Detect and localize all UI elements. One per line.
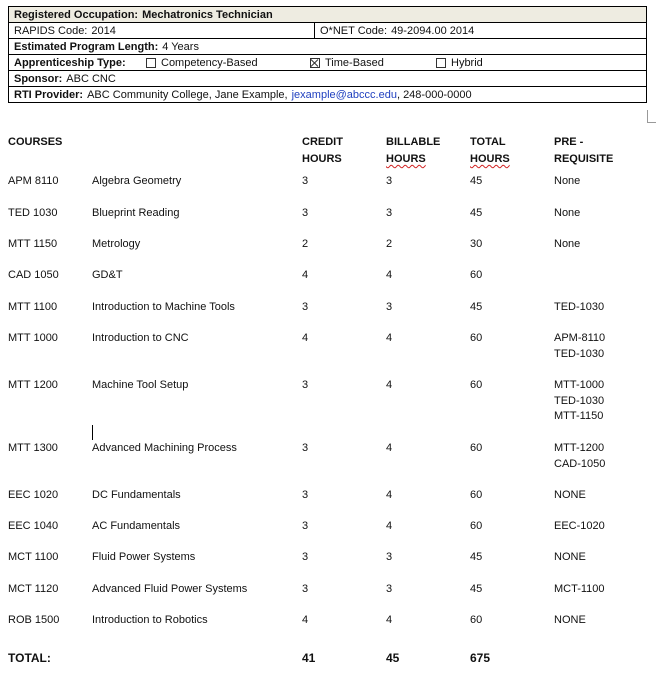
billable-line-1: BILLABLE (386, 136, 441, 148)
prerequisite: None (554, 238, 581, 250)
course-code: CAD 1050 (8, 269, 59, 281)
prerequisite: TED-1030 (554, 301, 605, 313)
course-code: MTT 1200 (8, 379, 58, 391)
page-corner-mark (647, 110, 656, 123)
prerequisite: MTT-1200 (554, 442, 605, 454)
prerequisite: APM-8110 (554, 332, 606, 344)
col-header-courses: COURSES (8, 136, 63, 148)
course-name: Introduction to Robotics (92, 614, 208, 626)
prerequisite: MCT-1100 (554, 583, 605, 595)
prerequisite: MTT-1150 (554, 410, 604, 422)
course-code: TED 1030 (8, 207, 58, 219)
billable-hours: 3 (386, 175, 393, 187)
total-hours: 45 (470, 207, 483, 219)
rti-row (9, 87, 646, 103)
type-label: Apprenticeship Type: (14, 56, 126, 69)
length-value: 4 Years (162, 40, 199, 53)
course-name: Blueprint Reading (92, 207, 180, 219)
course-code: MCT 1100 (8, 551, 59, 563)
prerequisite: NONE (554, 489, 586, 501)
course-code: MCT 1120 (8, 583, 59, 595)
time-label: Time-Based (325, 56, 384, 69)
billable-hours: 4 (386, 332, 393, 344)
codes-row (9, 23, 646, 39)
credit-hours: 3 (302, 583, 309, 595)
rapids-label: RAPIDS Code: (14, 24, 88, 37)
onet-value: 49-2094.00 2014 (391, 24, 475, 37)
course-name: Metrology (92, 238, 141, 250)
total-line-1: TOTAL (470, 136, 506, 148)
sponsor-row (9, 71, 646, 87)
length-label: Estimated Program Length: (14, 40, 159, 53)
prerequisite: EEC-1020 (554, 520, 605, 532)
program-header (8, 6, 647, 103)
billable-hours: 4 (386, 379, 393, 391)
billable-hours: 4 (386, 489, 393, 501)
course-code: MTT 1000 (8, 332, 58, 344)
course-code: MTT 1150 (8, 238, 58, 250)
course-name: Fluid Power Systems (92, 551, 196, 563)
total-hours: 60 (470, 379, 483, 391)
credit-hours: 3 (302, 207, 309, 219)
total-hours: 45 (470, 583, 483, 595)
credit-hours: 3 (302, 489, 309, 501)
col-header-credit (302, 134, 343, 168)
course-code: ROB 1500 (8, 614, 60, 626)
type-option-competency[interactable] (146, 57, 258, 69)
total-hours: 60 (470, 614, 483, 626)
prerequisite: None (554, 207, 581, 219)
text-cursor (92, 425, 93, 440)
prerequisite: CAD-1050 (554, 457, 606, 470)
total-hours: 45 (470, 301, 483, 313)
checkbox-icon[interactable] (436, 58, 446, 68)
billable-hours: 4 (386, 269, 393, 281)
credit-hours: 2 (302, 238, 309, 250)
competency-label: Competency-Based (161, 56, 258, 69)
billable-hours: 2 (386, 238, 393, 250)
rti-value: ABC Community College, Jane Example, (87, 88, 288, 101)
course-name: Advanced Fluid Power Systems (92, 583, 248, 595)
rti-label: RTI Provider: (14, 88, 84, 101)
total-hours: 30 (470, 238, 483, 250)
prereq-line-1: PRE - (554, 136, 584, 148)
credit-hours: 3 (302, 442, 309, 454)
credit-hours: 3 (302, 551, 309, 563)
credit-hours: 4 (302, 614, 309, 626)
billable-hours: 3 (386, 207, 393, 219)
course-name: GD&T (92, 269, 123, 281)
credit-line-1: CREDIT (302, 136, 343, 148)
billable-line-2: HOURS (386, 153, 426, 165)
billable-hours: 3 (386, 301, 393, 313)
billable-hours: 3 (386, 551, 393, 563)
course-code: APM 8110 (8, 175, 59, 187)
hybrid-label: Hybrid (451, 56, 483, 69)
course-code: EEC 1020 (8, 489, 59, 501)
type-option-hybrid[interactable] (436, 57, 483, 69)
course-name: AC Fundamentals (92, 520, 181, 532)
credit-hours: 3 (302, 520, 309, 532)
prerequisite: TED-1030 (554, 394, 605, 407)
course-name: Introduction to Machine Tools (92, 301, 235, 313)
checkbox-icon[interactable] (146, 58, 156, 68)
col-header-prerequisite (554, 134, 613, 168)
occupation-row (9, 7, 646, 23)
total-hours: 60 (470, 489, 483, 501)
total-hours: 45 (470, 175, 483, 187)
credit-hours: 4 (302, 332, 309, 344)
length-row (9, 39, 646, 55)
type-option-time[interactable] (310, 57, 384, 69)
total-hours: 45 (470, 551, 483, 563)
sponsor-value: ABC CNC (66, 72, 116, 85)
credit-hours: 3 (302, 175, 309, 187)
prerequisite: MTT-1000 (554, 379, 605, 391)
prerequisite: NONE (554, 614, 586, 626)
occupation-value: Mechatronics Technician (142, 8, 273, 21)
prerequisite: NONE (554, 551, 586, 563)
checked-box-icon[interactable] (310, 58, 320, 68)
credit-hours: 3 (302, 379, 309, 391)
total-billable: 45 (386, 651, 400, 665)
col-header-billable (386, 134, 440, 168)
course-name: Advanced Machining Process (92, 442, 237, 454)
course-code: MTT 1100 (8, 301, 58, 313)
course-code: EEC 1040 (8, 520, 59, 532)
course-name: DC Fundamentals (92, 489, 181, 501)
col-header-total (470, 134, 510, 168)
prerequisite: None (554, 175, 581, 187)
course-name: Machine Tool Setup (92, 379, 189, 391)
credit-hours: 3 (302, 301, 309, 313)
course-name: Introduction to CNC (92, 332, 189, 344)
total-hours: 60 (470, 442, 483, 454)
sponsor-label: Sponsor: (14, 72, 63, 85)
billable-hours: 4 (386, 520, 393, 532)
total-line-2: HOURS (470, 153, 510, 165)
rapids-value: 2014 (91, 24, 116, 37)
credit-hours: 4 (302, 269, 309, 281)
rti-phone: , 248-000-0000 (396, 88, 472, 101)
billable-hours: 4 (386, 442, 393, 454)
rti-email-link[interactable]: jexample@abccc.edu (291, 88, 397, 101)
total-hours: 675 (470, 651, 491, 665)
credit-line-2: HOURS (302, 153, 342, 165)
billable-hours: 4 (386, 614, 393, 626)
billable-hours: 3 (386, 583, 393, 595)
occupation-label: Registered Occupation: (14, 8, 139, 21)
type-row (9, 55, 646, 71)
total-hours: 60 (470, 332, 483, 344)
total-credit: 41 (302, 651, 316, 665)
prerequisite: TED-1030 (554, 347, 605, 360)
prereq-line-2: REQUISITE (554, 153, 614, 165)
total-hours: 60 (470, 520, 483, 532)
onet-label: O*NET Code: (320, 24, 388, 37)
course-code: MTT 1300 (8, 442, 58, 454)
course-name: Algebra Geometry (92, 175, 182, 187)
total-label: TOTAL: (8, 651, 51, 665)
total-hours: 60 (470, 269, 483, 281)
